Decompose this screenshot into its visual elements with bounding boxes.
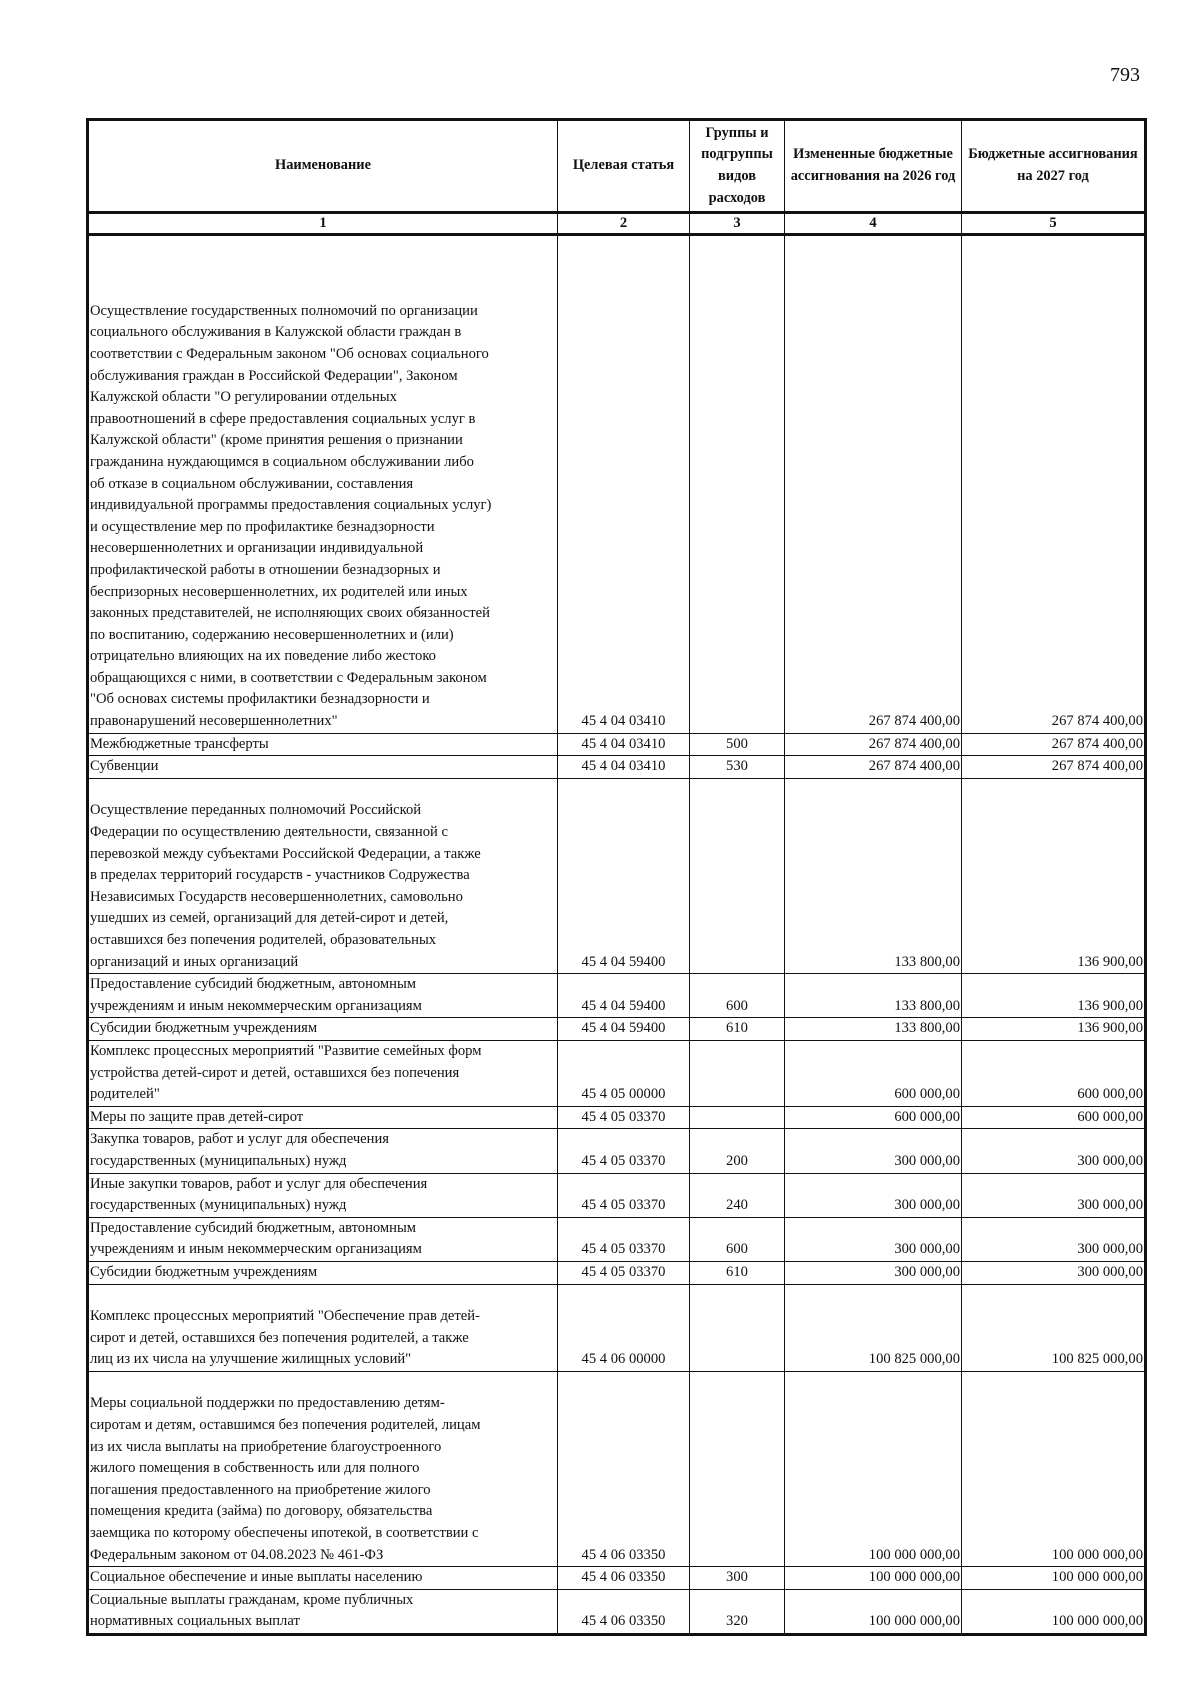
- row-name: Закупка товаров, работ и услуг для обеспечения государственных (муниципальных) нужд: [88, 1129, 558, 1173]
- row-expense-group: [690, 1371, 785, 1566]
- row-target-article: 45 4 06 03350: [558, 1567, 690, 1590]
- row-expense-group: 320: [690, 1589, 785, 1634]
- row-target-article: 45 4 04 03410: [558, 756, 690, 779]
- row-amount-2027: 100 000 000,00: [962, 1589, 1146, 1634]
- row-amount-2026: 100 000 000,00: [785, 1589, 962, 1634]
- row-amount-2026: 133 800,00: [785, 1018, 962, 1041]
- row-amount-2027: 100 825 000,00: [962, 1284, 1146, 1371]
- table-row: [88, 1284, 1146, 1371]
- row-name: Социальное обеспечение и иные выплаты населению: [88, 1567, 558, 1590]
- column-number-row: [88, 213, 1146, 235]
- row-expense-group: 240: [690, 1173, 785, 1217]
- row-amount-2027: 300 000,00: [962, 1217, 1146, 1261]
- row-amount-2026: 267 874 400,00: [785, 756, 962, 779]
- row-amount-2027: 136 900,00: [962, 778, 1146, 973]
- column-number: 1: [88, 213, 558, 235]
- row-target-article: 45 4 04 59400: [558, 778, 690, 973]
- row-expense-group: [690, 1284, 785, 1371]
- header-allocations-2027: Бюджетные ассигнования на 2027 год: [962, 120, 1146, 213]
- column-number: 4: [785, 213, 962, 235]
- page-number: 793: [1110, 64, 1140, 86]
- budget-table: [86, 118, 1147, 1636]
- row-amount-2026: 300 000,00: [785, 1129, 962, 1173]
- row-target-article: 45 4 04 59400: [558, 974, 690, 1018]
- table-row: [88, 1261, 1146, 1284]
- row-amount-2026: 267 874 400,00: [785, 733, 962, 756]
- header-expense-groups: Группы и подгруппы видов расходов: [690, 120, 785, 213]
- row-target-article: 45 4 06 03350: [558, 1371, 690, 1566]
- table-row: [88, 1589, 1146, 1634]
- row-amount-2027: 267 874 400,00: [962, 733, 1146, 756]
- row-name: Иные закупки товаров, работ и услуг для обеспечения государственных (муниципальных) нужд: [88, 1173, 558, 1217]
- row-expense-group: [690, 1040, 785, 1106]
- row-amount-2027: 600 000,00: [962, 1040, 1146, 1106]
- table-row: [88, 733, 1146, 756]
- row-expense-group: [690, 778, 785, 973]
- row-target-article: 45 4 06 00000: [558, 1284, 690, 1371]
- table-row: [88, 235, 1146, 734]
- row-amount-2026: 267 874 400,00: [785, 235, 962, 734]
- header-row: [88, 120, 1146, 213]
- table-row: [88, 1040, 1146, 1106]
- row-amount-2026: 100 000 000,00: [785, 1567, 962, 1590]
- row-target-article: 45 4 04 03410: [558, 235, 690, 734]
- table-row: [88, 1173, 1146, 1217]
- row-target-article: 45 4 05 03370: [558, 1261, 690, 1284]
- row-name: Комплекс процессных мероприятий "Развитие семейных форм устройства детей-сирот и детей, оставшихся без попечения родителей": [88, 1040, 558, 1106]
- header-name: Наименование: [88, 120, 558, 213]
- row-amount-2027: 267 874 400,00: [962, 235, 1146, 734]
- row-amount-2026: 300 000,00: [785, 1261, 962, 1284]
- row-amount-2027: 100 000 000,00: [962, 1567, 1146, 1590]
- row-amount-2027: 267 874 400,00: [962, 756, 1146, 779]
- row-name: Комплекс процессных мероприятий "Обеспечение прав детей- сирот и детей, оставшихся без попечения родителей, а также лиц из их числа на улучшение жилищных условий": [88, 1284, 558, 1371]
- row-expense-group: 300: [690, 1567, 785, 1590]
- row-name: Предоставление субсидий бюджетным, автономным учреждениям и иным некоммерческим организациям: [88, 1217, 558, 1261]
- row-target-article: 45 4 05 03370: [558, 1106, 690, 1129]
- column-number: 5: [962, 213, 1146, 235]
- row-expense-group: [690, 235, 785, 734]
- table-row: [88, 756, 1146, 779]
- row-name: Субсидии бюджетным учреждениям: [88, 1261, 558, 1284]
- row-name: Социальные выплаты гражданам, кроме публичных нормативных социальных выплат: [88, 1589, 558, 1634]
- table-row: [88, 1371, 1146, 1566]
- row-expense-group: 500: [690, 733, 785, 756]
- row-amount-2027: 300 000,00: [962, 1261, 1146, 1284]
- row-name: Субсидии бюджетным учреждениям: [88, 1018, 558, 1041]
- table-body: [88, 235, 1146, 1635]
- row-amount-2026: 133 800,00: [785, 974, 962, 1018]
- row-name: Меры социальной поддержки по предоставлению детям- сиротам и детям, оставшимся без попечения родителей, лицам из их числа выплаты на приобретение благоустроенного жилого помещения в собственность или для полного погашения предоставленного на приобретение жилого помещения кредита (займа) по договору, обязательства заемщика по которому обеспечены ипотекой, в соответствии с Федеральным законом от 04.08.2023 № 461-ФЗ: [88, 1371, 558, 1566]
- table-row: [88, 778, 1146, 973]
- row-amount-2027: 300 000,00: [962, 1129, 1146, 1173]
- row-expense-group: 530: [690, 756, 785, 779]
- header-target-article: Целевая статья: [558, 120, 690, 213]
- row-name: Меры по защите прав детей-сирот: [88, 1106, 558, 1129]
- row-expense-group: [690, 1106, 785, 1129]
- row-target-article: 45 4 06 03350: [558, 1589, 690, 1634]
- row-expense-group: 600: [690, 974, 785, 1018]
- row-amount-2026: 600 000,00: [785, 1106, 962, 1129]
- row-amount-2027: 136 900,00: [962, 974, 1146, 1018]
- table-row: [88, 1567, 1146, 1590]
- row-target-article: 45 4 04 59400: [558, 1018, 690, 1041]
- row-amount-2027: 300 000,00: [962, 1173, 1146, 1217]
- row-name: Осуществление переданных полномочий Российской Федерации по осуществлению деятельности, связанной с перевозкой между субъектами Российской Федерации, а также в пределах территорий государств - участников Содружества Независимых Государств несовершеннолетних, самовольно ушедших из семей, организаций для детей-сирот и детей, оставшихся без попечения родителей, образовательных организаций и иных организаций: [88, 778, 558, 973]
- row-amount-2027: 600 000,00: [962, 1106, 1146, 1129]
- table-row: [88, 974, 1146, 1018]
- row-amount-2026: 300 000,00: [785, 1173, 962, 1217]
- row-expense-group: 610: [690, 1018, 785, 1041]
- row-amount-2026: 100 825 000,00: [785, 1284, 962, 1371]
- row-name: Субвенции: [88, 756, 558, 779]
- row-name: Осуществление государственных полномочий по организации социального обслуживания в Калужской области граждан в соответствии с Федеральным законом "Об основах социального обслуживания граждан в Российской Федерации", Законом Калужской области "О регулировании отдельных правоотношений в сфере предоставления социальных услуг в Калужской области" (кроме принятия решения о признании гражданина нуждающимся в социальном обслуживании либо об отказе в социальном обслуживании, составления индивидуальной программы предоставления социальных услуг) и осуществление мер по профилактике безнадзорности несовершеннолетних и организации индивидуальной профилактической работы в отношении безнадзорных и беспризорных несовершеннолетних, их родителей или иных законных представителей, не исполняющих своих обязанностей по воспитанию, содержанию несовершеннолетних и (или) отрицательно влияющих на их поведение либо жестоко обращающихся с ними, в соответствии с Федеральным законом "Об основах системы профилактики безнадзорности и правонарушений несовершеннолетних": [88, 235, 558, 734]
- row-target-article: 45 4 05 03370: [558, 1129, 690, 1173]
- table-header: [88, 120, 1146, 235]
- row-amount-2027: 136 900,00: [962, 1018, 1146, 1041]
- row-amount-2027: 100 000 000,00: [962, 1371, 1146, 1566]
- table-row: [88, 1018, 1146, 1041]
- row-target-article: 45 4 05 03370: [558, 1173, 690, 1217]
- row-expense-group: 610: [690, 1261, 785, 1284]
- row-expense-group: 600: [690, 1217, 785, 1261]
- row-amount-2026: 300 000,00: [785, 1217, 962, 1261]
- column-number: 3: [690, 213, 785, 235]
- table-row: [88, 1217, 1146, 1261]
- row-amount-2026: 600 000,00: [785, 1040, 962, 1106]
- row-expense-group: 200: [690, 1129, 785, 1173]
- header-changed-2026: Измененные бюджетные ассигнования на 2026 год: [785, 120, 962, 213]
- table-row: [88, 1106, 1146, 1129]
- row-amount-2026: 133 800,00: [785, 778, 962, 973]
- row-name: Предоставление субсидий бюджетным, автономным учреждениям и иным некоммерческим организациям: [88, 974, 558, 1018]
- row-amount-2026: 100 000 000,00: [785, 1371, 962, 1566]
- column-number: 2: [558, 213, 690, 235]
- row-target-article: 45 4 04 03410: [558, 733, 690, 756]
- row-name: Межбюджетные трансферты: [88, 733, 558, 756]
- row-target-article: 45 4 05 03370: [558, 1217, 690, 1261]
- row-target-article: 45 4 05 00000: [558, 1040, 690, 1106]
- table-row: [88, 1129, 1146, 1173]
